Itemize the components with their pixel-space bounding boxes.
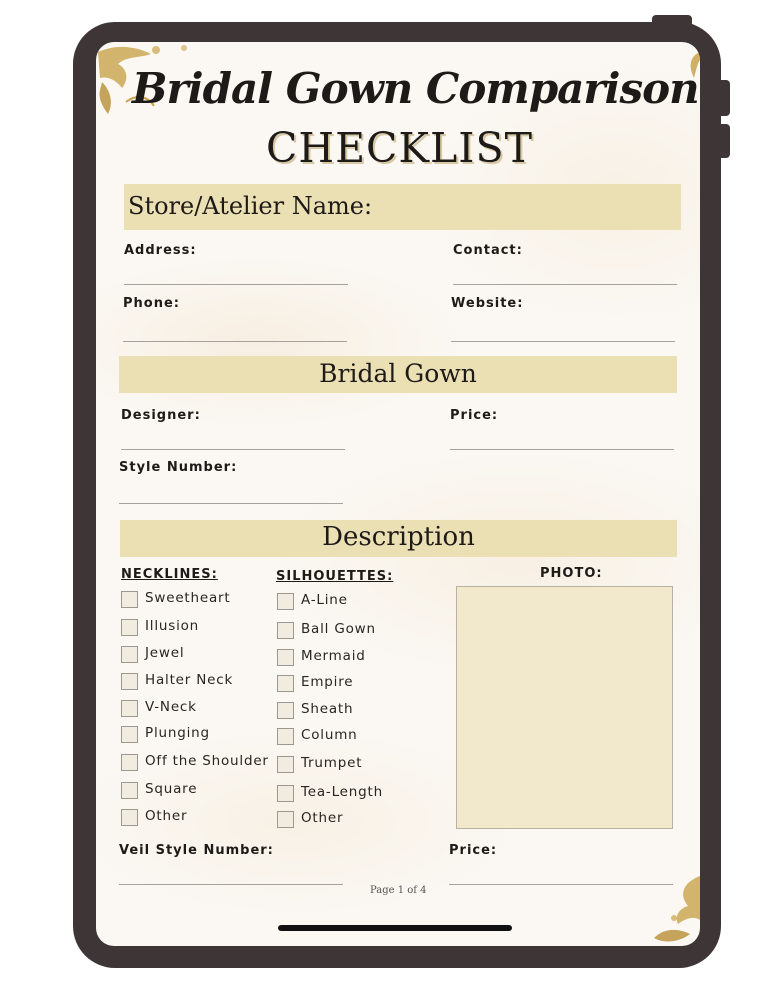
checkbox[interactable] — [121, 754, 138, 771]
gown-price-field[interactable] — [450, 449, 674, 450]
designer-field[interactable] — [121, 449, 345, 450]
veil-price-field[interactable] — [449, 884, 673, 885]
necklines-heading: NECKLINES: — [121, 567, 218, 582]
website-field[interactable] — [451, 341, 675, 342]
volume-up-button — [714, 80, 730, 116]
checkbox[interactable] — [277, 785, 294, 802]
volume-down-button — [714, 124, 730, 158]
checkbox[interactable] — [277, 622, 294, 639]
style-number-label: Style Number: — [119, 460, 238, 475]
contact-field[interactable] — [453, 284, 677, 285]
checkbox[interactable] — [121, 673, 138, 690]
planner-page: Bridal Gown Comparison CHECKLIST Store/Atelier Name: Address: Contact: Phone: Website: Bridal Gown Designer: Price: Style Number: Description NECKLINES: SILHOUETTES: PHOTO: Sweetheart Illusion Jewel Halter Neck V-Neck Plunging Off the Shoulder Square Other A-Line Ball Gown Mermaid Empire Sheath Column Trumpet Tea-Length Other Veil Style Number: Price: Page 1 of 4 — [96, 42, 700, 946]
style-number-field[interactable] — [119, 503, 343, 504]
checkbox[interactable] — [277, 728, 294, 745]
checkbox[interactable] — [121, 700, 138, 717]
checkbox[interactable] — [121, 809, 138, 826]
photo-heading: PHOTO: — [540, 566, 603, 581]
checkbox[interactable] — [277, 756, 294, 773]
designer-label: Designer: — [121, 408, 201, 423]
checkbox[interactable] — [277, 811, 294, 828]
veil-price-label: Price: — [449, 843, 498, 858]
checkbox[interactable] — [121, 619, 138, 636]
description-heading: Description — [322, 522, 475, 552]
store-name-band — [124, 184, 681, 230]
bridal-gown-heading: Bridal Gown — [319, 359, 477, 388]
top-button — [652, 15, 692, 27]
checkbox[interactable] — [277, 675, 294, 692]
checkbox[interactable] — [277, 649, 294, 666]
checkbox[interactable] — [277, 593, 294, 610]
contact-label: Contact: — [453, 243, 523, 258]
page-number: Page 1 of 4 — [370, 885, 427, 896]
checkbox[interactable] — [121, 782, 138, 799]
bridal-gown-band — [119, 356, 677, 393]
description-band — [120, 520, 677, 557]
store-name-label: Store/Atelier Name: — [128, 192, 373, 220]
phone-field[interactable] — [123, 341, 347, 342]
address-field[interactable] — [124, 284, 348, 285]
checkbox[interactable] — [277, 702, 294, 719]
veil-style-number-label: Veil Style Number: — [119, 843, 274, 858]
website-label: Website: — [451, 296, 524, 311]
address-label: Address: — [124, 243, 197, 258]
title-script: Bridal Gown Comparison — [132, 64, 699, 113]
checkbox[interactable] — [121, 646, 138, 663]
checkbox[interactable] — [121, 726, 138, 743]
phone-label: Phone: — [123, 296, 180, 311]
veil-style-number-field[interactable] — [119, 884, 343, 885]
photo-placeholder[interactable] — [456, 586, 673, 829]
home-indicator[interactable] — [278, 925, 512, 931]
title-checklist: CHECKLIST — [266, 124, 533, 172]
silhouettes-heading: SILHOUETTES: — [276, 569, 394, 584]
gown-price-label: Price: — [450, 408, 499, 423]
checkbox[interactable] — [121, 591, 138, 608]
